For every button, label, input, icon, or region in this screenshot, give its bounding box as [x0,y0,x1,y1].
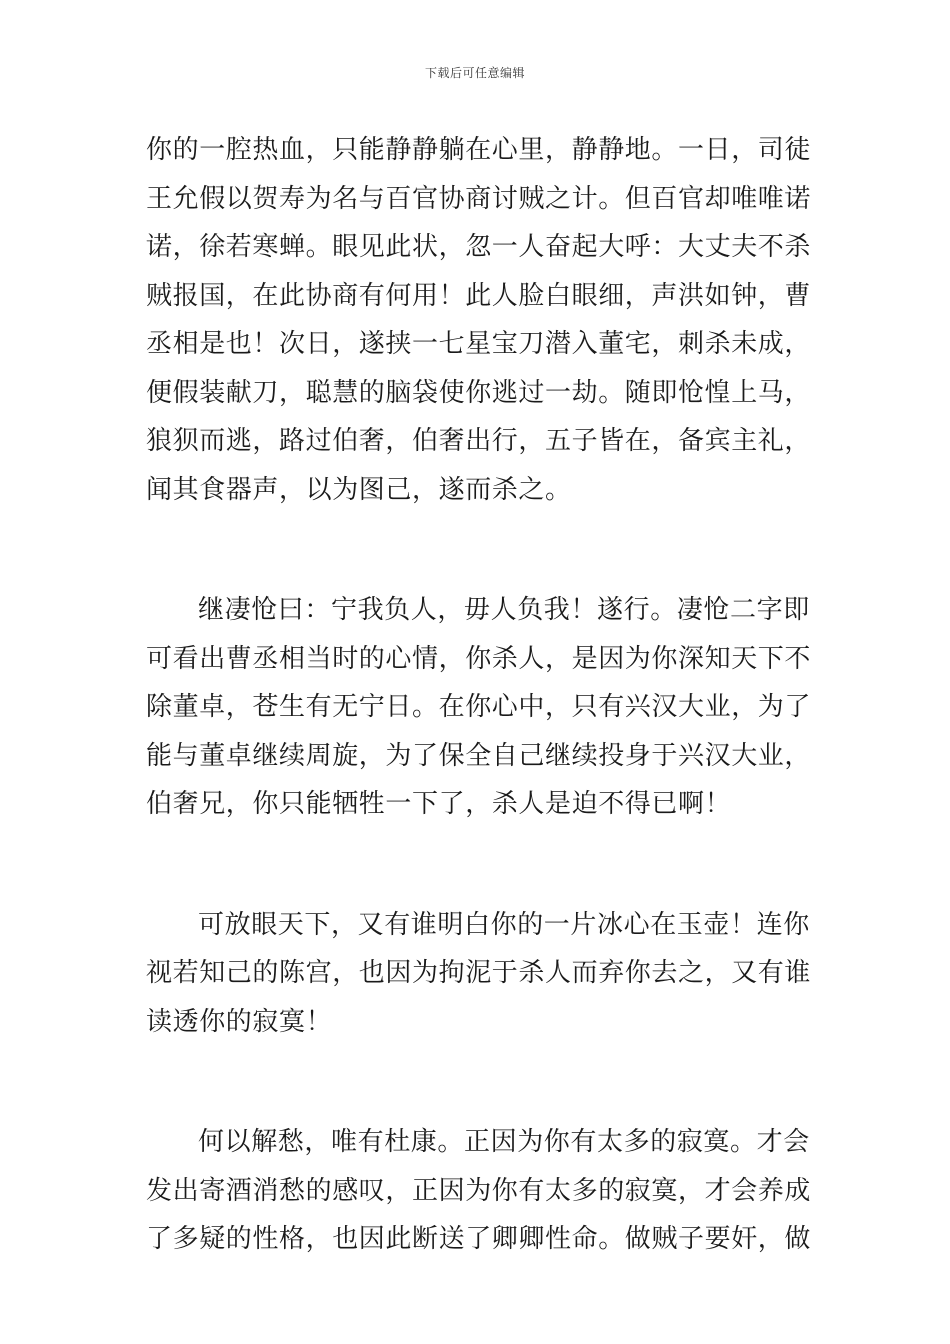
text-line: 视若知己的陈宫，也因为拘泥于杀人而弃你去之，又有谁 [146,958,812,988]
text-line: 读透你的寂寞！ [146,1006,333,1037]
page-header: 下载后可任意编辑 [424,66,525,80]
document-body [146,126,812,1264]
paragraph-2 [146,586,812,829]
text-line: 你的一腔热血，只能静静躺在心里，静静地。一日，司徒 [146,135,812,165]
text-line: 丞相是也！次日，遂挟一七星宝刀潜入董宅，刺杀未成， [146,329,812,359]
paragraph-gap [146,829,806,901]
paragraph-gap [146,514,806,586]
text-line: 了多疑的性格，也因此断送了卿卿性命。做贼子要奸，做 [146,1224,812,1254]
text-line: 何以解愁，唯有杜康。正因为你有太多的寂寞。才会 [198,1127,810,1157]
text-line: 便假装献刀，聪慧的脑袋使你逃过一劫。随即怆惶上马， [146,377,812,408]
text-line: 王允假以贺寿为名与百官协商讨贼之计。但百官却唯唯诺 [146,183,812,214]
paragraph-gap [146,1046,806,1118]
text-line: 贼报国，在此协商有何用！此人脸白眼细，声洪如钟，曹 [146,280,812,311]
text-line: 诺，徐若寒蝉。眼见此状，忽一人奋起大呼：大丈夫不杀 [146,232,812,262]
text-line: 继凄怆曰：宁我负人，毋人负我！遂行。凄怆二字即 [198,595,810,625]
text-line: 除董卓，苍生有无宁日。在你心中，只有兴汉大业，为了 [146,692,812,722]
text-line: 狼狈而逃，路过伯奢，伯奢出行，五子皆在，备宾主礼， [146,426,812,456]
text-line: 伯奢兄，你只能牺牲一下了，杀人是迫不得已啊！ [146,789,732,819]
text-line: 能与董卓继续周旋，为了保全自己继续投身于兴汉大业， [146,740,812,771]
paragraph-3 [146,901,812,1047]
text-line: 发出寄酒消愁的感叹，正因为你有太多的寂寞，才会养成 [146,1175,812,1206]
paragraph-4 [146,1118,812,1264]
text-line: 可看出曹丞相当时的心情，你杀人，是因为你深知天下不 [146,643,812,674]
text-line: 闻其食器声，以为图己，遂而杀之。 [146,474,572,505]
paragraph-1 [146,126,812,514]
text-line: 可放眼天下，又有谁明白你的一片冰心在玉壶！连你 [198,909,810,940]
